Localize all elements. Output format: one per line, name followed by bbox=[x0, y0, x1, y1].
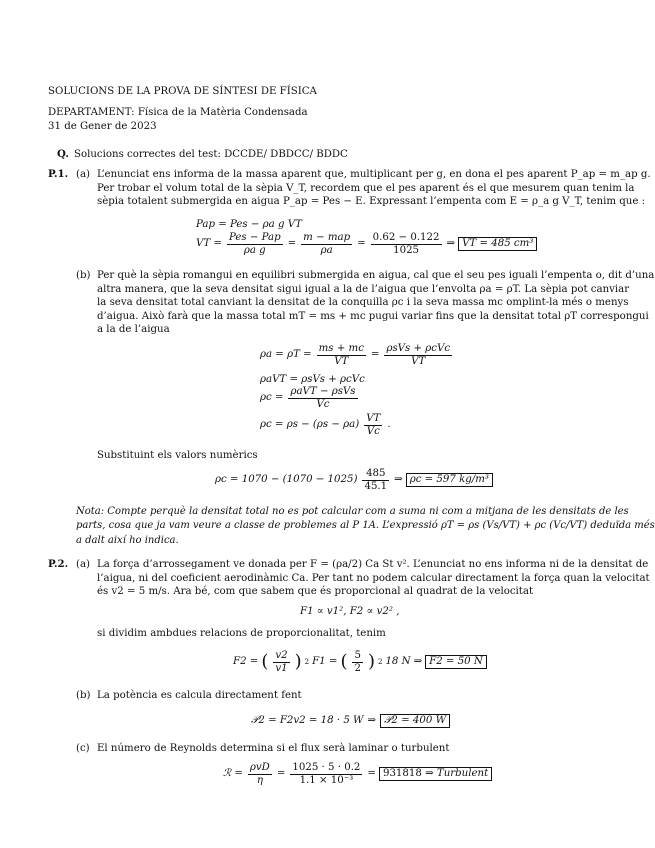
page-title: SOLUCIONS DE LA PROVA DE SÍNTESI DE FÍSICA bbox=[48, 86, 317, 97]
p1-b-label: (b) bbox=[76, 270, 91, 281]
p2-b-label: (b) bbox=[76, 690, 91, 701]
p1-a-line3: sèpia totalent submergida en aigua P_ap = Pes − E. Expressant l’empenta com E = ρ_a g V_T, tenim que : bbox=[97, 196, 646, 207]
p1-eqb1: ρa = ρT = $\frac{ms + mc}{VT}$ = $\frac{\text{ρsVs + ρcVc}}{VT}$ bbox=[260, 343, 451, 367]
p2-eqc-result: 931818 ⇒ Turbulent bbox=[379, 767, 492, 781]
p1-eqb4: ρc = ρs − (ρs − ρa) $\frac{VT}{Vc}$ . bbox=[260, 413, 391, 437]
p2-label: P.2. bbox=[48, 558, 69, 570]
p1-eq1: Pap = Pes − ρa g VT bbox=[196, 219, 302, 230]
p2-prop: F1 ∝ v1², F2 ∝ v2² , bbox=[300, 606, 400, 617]
p2-eqa-result: F2 = 50 N bbox=[425, 655, 487, 669]
p2-eqpb-result: 𝒫2 = 400 W bbox=[380, 714, 450, 728]
p1-b-line5: a la de l’aigua bbox=[97, 324, 170, 335]
p1-a-label: (a) bbox=[76, 169, 91, 180]
p1-label: P.1. bbox=[48, 168, 69, 180]
p2-a-line2: l’aigua, ni del coeficient aerodinàmic Ca. Per tant no podem calcular directament la força quan la velocitat bbox=[97, 573, 650, 584]
p1-nota-line3: a dalt així ho indica. bbox=[76, 535, 179, 546]
p1-eqb5: ρc = 1070 − (1070 − 1025) $\frac{485}{45.1}$ ⇒ ρc = 597 kg/m³ bbox=[215, 468, 493, 492]
p1-eq2-result: VT = 485 cm³ bbox=[458, 237, 537, 251]
date: 31 de Gener de 2023 bbox=[48, 121, 157, 132]
p2-a-line3: és v2 = 5 m/s. Ara bé, com que sabem que és proporcional al quadrat de la velocitat bbox=[97, 586, 534, 597]
p1-nota-line2: parts, cosa que ja vam veure a classe de problemes al P 1A. L’expressió ρT = ρs (Vs/VT) + ρc (Vc/VT) deduïda més bbox=[76, 520, 655, 531]
department: DEPARTAMENT: Física de la Matèria Condensada bbox=[48, 107, 308, 118]
p2-c-label: (c) bbox=[76, 743, 90, 754]
p1-subst: Substituint els valors numèrics bbox=[97, 450, 258, 461]
p1-eq2-frac2: $\frac{\text{m − map}}{\rho a}$ bbox=[303, 232, 351, 256]
p1-b-line4: d’aigua. Això farà que la massa total mT = ms + mc pugui variar fins que la densitat total ρT correspongui bbox=[97, 311, 649, 322]
p2-a-line1: La força d’arrossegament ve donada per F = (ρa/2) Ca St v². L’enunciat no ens informa ni de la densitat de bbox=[97, 559, 649, 570]
q-label: Q. bbox=[57, 148, 69, 160]
p2-eqc: ℛ = $\frac{\text{ρvD}}{\eta}$ = $\frac{1025 \cdot 5 \cdot 0.2}{\text{1.1 × 10⁻³}}$ = 931818 ⇒ Turbulent bbox=[223, 762, 492, 786]
p2-eqa: F2 = ( $\frac{v2}{v1}$ ) 2 F1 = ( $\frac{5}{2}$ ) 2 18 N ⇒ F2 = 50 N bbox=[233, 650, 487, 674]
p1-a-line2: Per trobar el volum total de la sèpia V_T, recordem que el pes aparent és el que mesurem quan tenim la bbox=[97, 183, 635, 194]
p2-a-label: (a) bbox=[76, 559, 91, 570]
p2-b-text: La potència es calcula directament fent bbox=[97, 690, 302, 701]
p2-div-text: si dividim ambdues relacions de proporcionalitat, tenim bbox=[97, 628, 386, 639]
p1-eqb5-result: ρc = 597 kg/m³ bbox=[406, 473, 493, 487]
p1-a-line1: L’enunciat ens informa de la massa aparent que, multiplicant per g, en dona el pes aparent P_ap = m_ap g. bbox=[97, 169, 651, 180]
p1-eq2-frac3: $\frac{0.62 - 0.122}{1025}$ bbox=[372, 232, 440, 256]
p1-eqb2: ρaVT = ρsVs + ρcVc bbox=[260, 374, 365, 385]
p1-eq2-lhs: VT = bbox=[196, 238, 222, 250]
p1-eqb3: ρc = $\frac{\text{ρaVT − ρsVs}}{Vc}$ bbox=[260, 386, 356, 410]
q-text: Solucions correctes del test: DCCDE/ DBDCC/ BDDC bbox=[74, 149, 348, 160]
p1-eq2-frac1: $\frac{\text{Pes − Pap}}{\text{ρa g}}$ bbox=[228, 232, 281, 256]
p1-eq2: VT = $\frac{\text{Pes − Pap}}{\text{ρa g}}$ = $\frac{\text{m − map}}{\rho a}$ = $\frac{0.62 - 0.122}{1025}$ ⇒ VT = 485 cm³ bbox=[196, 232, 537, 256]
p1-b-line3: la seva densitat total canviant la densitat de la conquilla ρc i la seva massa mc omplint-la més o menys bbox=[97, 297, 629, 308]
p1-b-line1: Per què la sèpia romangui en equilibri submergida en aigua, cal que el seu pes iguali l’empenta o, dit d’una bbox=[97, 270, 655, 281]
p2-c-text: El número de Reynolds determina si el flux serà laminar o turbulent bbox=[97, 743, 450, 754]
p1-b-line2: altra manera, que la seva densitat sigui igual a la de l’aigua que l’envolta ρa = ρT. La sèpia pot canviar bbox=[97, 284, 630, 295]
p2-eqpb: 𝒫2 = F2v2 = 18 · 5 W ⇒ 𝒫2 = 400 W bbox=[251, 714, 450, 728]
p1-nota-line1: Nota: Compte perquè la densitat total no es pot calcular com a suma ni com a mitjana de les densitats de les bbox=[76, 506, 629, 517]
